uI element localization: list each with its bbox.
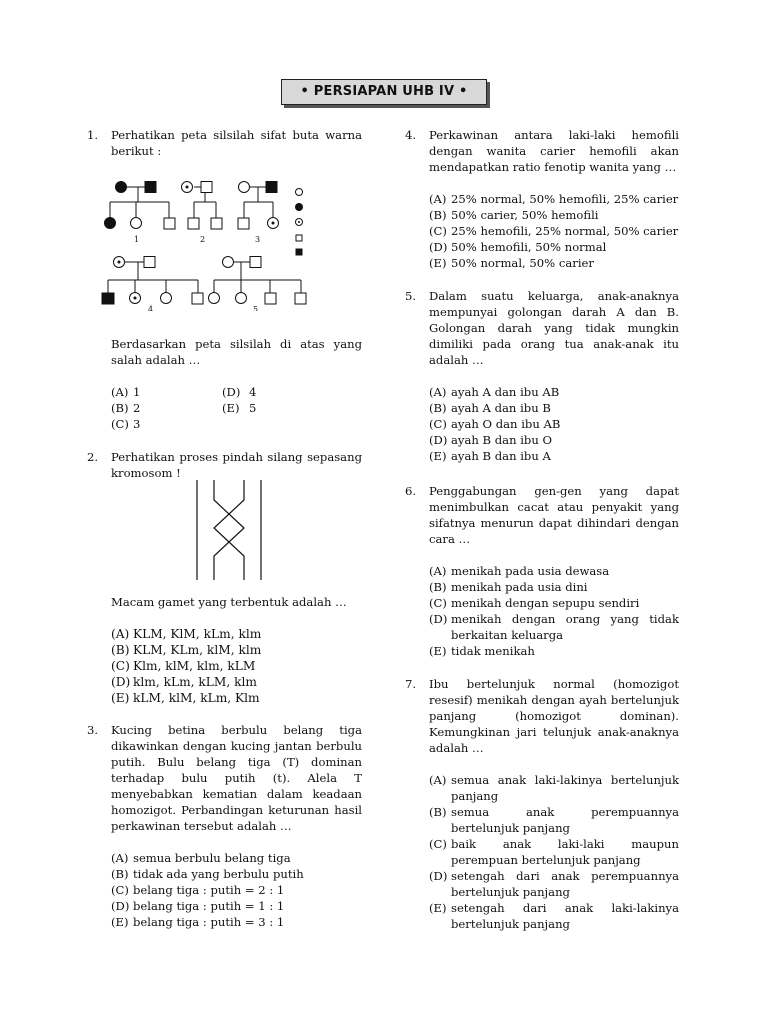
option-label: (B)	[429, 401, 447, 415]
option-text: semua anak laki-lakinya bertelunjuk panjang	[451, 773, 679, 803]
option-label: (C)	[111, 883, 129, 897]
option-label: (B)	[111, 401, 129, 415]
option-a[interactable]	[429, 191, 679, 207]
option-label: (E)	[111, 915, 129, 929]
normal-male-symbol	[250, 257, 261, 268]
option-label: (D)	[429, 240, 448, 254]
affected-female-symbol	[116, 182, 127, 193]
option-label: (D)	[111, 675, 131, 689]
normal-male-symbol	[144, 257, 155, 268]
option-text: 5	[249, 401, 257, 415]
question-1-prompt	[111, 336, 362, 432]
question-text: Ibu bertelunjuk normal (homozigot resesif) menikah dengan ayah bertelunjuk panjang (homozigot dominan). Kemungkinan jari telunjuk anak-anaknya adalah …	[429, 677, 679, 755]
normal-male-symbol	[295, 293, 306, 304]
option-e[interactable]	[429, 643, 679, 659]
option-label: (A)	[429, 385, 447, 399]
option-text: menikah dengan sepupu sendiri	[451, 596, 640, 610]
question-number: 2.	[87, 450, 99, 464]
option-text: 50% carier, 50% hemofili	[451, 208, 599, 222]
normal-male-symbol	[265, 293, 276, 304]
option-label: (A)	[429, 192, 447, 206]
option-text: baik anak laki-laki maupun perempuan bertelunjuk panjang	[451, 837, 679, 867]
option-text: kLM, klM, kLm, Klm	[133, 691, 260, 705]
normal-female-symbol	[131, 218, 142, 229]
option-text: belang tiga : putih = 1 : 1	[133, 899, 285, 913]
option-label: (B)	[111, 867, 129, 881]
question-text: Perhatikan peta silsilah sifat buta warna berikut :	[111, 128, 362, 158]
option-b[interactable]	[111, 642, 362, 658]
option-label: (A)	[429, 773, 447, 787]
option-b[interactable]	[429, 400, 679, 416]
option-text: tidak menikah	[451, 644, 535, 658]
option-label: (B)	[429, 805, 447, 819]
options-group	[111, 384, 362, 432]
option-text: ayah B dan ibu O	[451, 433, 553, 447]
option-label: (A)	[111, 851, 129, 865]
option-d[interactable]	[429, 611, 679, 643]
question-6	[405, 483, 679, 659]
option-label: (E)	[429, 256, 447, 270]
option-e[interactable]	[429, 900, 679, 932]
normal-female-symbol	[209, 293, 220, 304]
option-text: klm, kLm, kLM, klm	[133, 675, 257, 689]
options-group	[429, 772, 679, 932]
question-text: Berdasarkan peta silsilah di atas yang salah adalah …	[111, 337, 362, 367]
option-b[interactable]	[429, 804, 679, 836]
option-text: 1	[133, 385, 141, 399]
legend-normal-male	[296, 235, 302, 241]
affected-female-symbol	[105, 218, 116, 229]
option-label: (D)	[222, 385, 241, 399]
question-5	[405, 288, 679, 464]
options-group	[429, 384, 679, 464]
pedigree-label-4: 4	[148, 305, 154, 311]
option-text: Klm, klM, klm, kLM	[133, 659, 256, 673]
affected-male-symbol	[266, 182, 277, 193]
option-label: (D)	[429, 612, 448, 626]
option-label: (E)	[429, 901, 447, 915]
option-c[interactable]	[111, 658, 362, 674]
option-text: semua berbulu belang tiga	[133, 851, 291, 865]
option-text: 25% normal, 50% hemofili, 25% carier	[451, 192, 679, 206]
option-a[interactable]	[111, 384, 222, 400]
pedigree-label-2: 2	[200, 235, 206, 244]
option-label: (D)	[429, 869, 448, 883]
option-label: (D)	[429, 433, 448, 447]
option-text: menikah dengan orang yang tidak berkaitan keluarga	[451, 612, 679, 642]
option-label: (E)	[222, 401, 240, 415]
option-text: 50% hemofili, 50% normal	[451, 240, 607, 254]
option-a[interactable]	[111, 850, 362, 866]
normal-female-symbol	[223, 257, 234, 268]
option-text: KLM, KlM, kLm, klm	[133, 627, 262, 641]
option-e[interactable]	[429, 448, 679, 464]
question-4	[405, 127, 679, 271]
option-d[interactable]	[111, 898, 362, 914]
option-d[interactable]	[222, 384, 333, 400]
option-e[interactable]	[111, 914, 362, 930]
normal-male-symbol	[211, 218, 222, 229]
option-text: 2	[133, 401, 141, 415]
option-b[interactable]	[111, 400, 222, 416]
option-text: ayah O dan ibu AB	[451, 417, 561, 431]
option-label: (E)	[429, 644, 447, 658]
pedigree-label-1: 1	[134, 235, 140, 244]
option-text: ayah B dan ibu A	[451, 449, 551, 463]
option-label: (B)	[111, 643, 130, 657]
option-label: (B)	[429, 580, 447, 594]
option-text: belang tiga : putih = 2 : 1	[133, 883, 285, 897]
option-text: KLM, KLm, klM, klm	[133, 643, 262, 657]
option-label: (C)	[111, 659, 130, 673]
option-label: (A)	[111, 385, 129, 399]
option-c[interactable]	[429, 223, 679, 239]
normal-male-symbol	[164, 218, 175, 229]
question-text: Kucing betina berbulu belang tiga dikawinkan dengan kucing jantan berbulu putih. Bulu belang tiga (T) dominan terhadap bulu putih (t). Alela T menyebabkan kematian dalam keadaan homozigot. Perbandingan keturunan hasil perkawinan tersebut adalah …	[111, 723, 362, 833]
question-text: Penggabungan gen-gen yang dapat menimbulkan cacat atau penyakit yang sifatnya menurun dapat dihindari dengan cara …	[429, 484, 679, 546]
question-3	[87, 722, 362, 930]
option-b[interactable]	[429, 579, 679, 595]
question-text: Macam gamet yang terbentuk adalah …	[111, 595, 347, 609]
question-text: Dalam suatu keluarga, anak-anaknya mempunyai golongan darah A dan B. Golongan darah yang tidak mungkin dimiliki pada orang tua anak-anak itu adalah …	[429, 289, 679, 367]
question-2-prompt	[111, 594, 362, 706]
normal-male-symbol	[201, 182, 212, 193]
page-title: • PERSIAPAN UHB IV •	[281, 79, 487, 105]
option-text: 4	[249, 385, 257, 399]
normal-male-symbol	[192, 293, 203, 304]
option-label: (C)	[429, 596, 447, 610]
option-label: (C)	[429, 224, 447, 238]
option-label: (C)	[111, 417, 129, 431]
option-text: 50% normal, 50% carier	[451, 256, 594, 270]
affected-male-symbol	[102, 293, 114, 304]
legend-normal-female	[296, 189, 303, 196]
question-number: 1.	[87, 128, 99, 142]
pedigree-diagram	[98, 176, 313, 311]
option-text: ayah A dan ibu B	[451, 401, 551, 415]
options-group	[111, 850, 362, 930]
question-7	[405, 676, 679, 932]
option-text: semua anak perempuannya bertelunjuk panjang	[451, 805, 679, 835]
option-label: (A)	[429, 564, 447, 578]
question-2	[87, 449, 362, 481]
option-text: menikah pada usia dewasa	[451, 564, 610, 578]
option-label: (E)	[111, 691, 130, 705]
option-text: 3	[133, 417, 141, 431]
affected-male-symbol	[145, 182, 156, 193]
normal-male-symbol	[188, 218, 199, 229]
option-c[interactable]	[111, 882, 362, 898]
option-c[interactable]	[429, 416, 679, 432]
option-d[interactable]	[429, 868, 679, 900]
option-text: setengah dari anak laki-lakinya bertelunjuk panjang	[451, 901, 679, 931]
option-text: 25% hemofili, 25% normal, 50% carier	[451, 224, 679, 238]
option-d[interactable]	[111, 674, 362, 690]
option-text: ayah A dan ibu AB	[451, 385, 560, 399]
option-e[interactable]	[222, 400, 333, 416]
options-group	[429, 563, 679, 659]
option-label: (B)	[429, 208, 447, 222]
question-text: Perhatikan proses pindah silang sepasang kromosom !	[111, 450, 362, 480]
option-text: tidak ada yang berbulu putih	[133, 867, 304, 881]
option-c[interactable]	[111, 416, 222, 432]
question-1	[87, 127, 362, 159]
option-c[interactable]	[429, 595, 679, 611]
option-e[interactable]	[111, 690, 362, 706]
question-number: 6.	[405, 484, 417, 498]
crossing-over-diagram	[193, 478, 265, 582]
option-label: (D)	[111, 899, 130, 913]
option-label: (A)	[111, 627, 130, 641]
option-text: setengah dari anak perempuannya bertelunjuk panjang	[451, 869, 679, 899]
option-c[interactable]	[429, 836, 679, 868]
question-number: 4.	[405, 128, 417, 142]
option-label: (C)	[429, 837, 447, 851]
normal-female-symbol	[161, 293, 172, 304]
option-label: (E)	[429, 449, 447, 463]
pedigree-label-5: 5	[253, 305, 259, 311]
option-text: menikah pada usia dini	[451, 580, 588, 594]
option-d[interactable]	[429, 432, 679, 448]
question-number: 3.	[87, 723, 99, 737]
option-a[interactable]	[429, 384, 679, 400]
option-label: (C)	[429, 417, 447, 431]
option-text: belang tiga : putih = 3 : 1	[133, 915, 285, 929]
normal-male-symbol	[238, 218, 249, 229]
legend-affected-male	[296, 249, 302, 255]
option-d[interactable]	[429, 239, 679, 255]
question-number: 5.	[405, 289, 417, 303]
question-number: 7.	[405, 677, 417, 691]
options-group	[429, 191, 679, 271]
question-text: Perkawinan antara laki-laki hemofili dengan wanita carier hemofili akan mendapatkan ratio fenotip wanita yang …	[429, 128, 679, 174]
option-b[interactable]	[111, 866, 362, 882]
normal-female-symbol	[239, 182, 250, 193]
option-e[interactable]	[429, 255, 679, 271]
option-a[interactable]	[111, 626, 362, 642]
options-group	[111, 626, 362, 706]
option-b[interactable]	[429, 207, 679, 223]
option-a[interactable]	[429, 563, 679, 579]
option-a[interactable]	[429, 772, 679, 804]
legend-affected-female	[296, 204, 303, 211]
pedigree-label-3: 3	[255, 235, 261, 244]
normal-female-symbol	[236, 293, 247, 304]
